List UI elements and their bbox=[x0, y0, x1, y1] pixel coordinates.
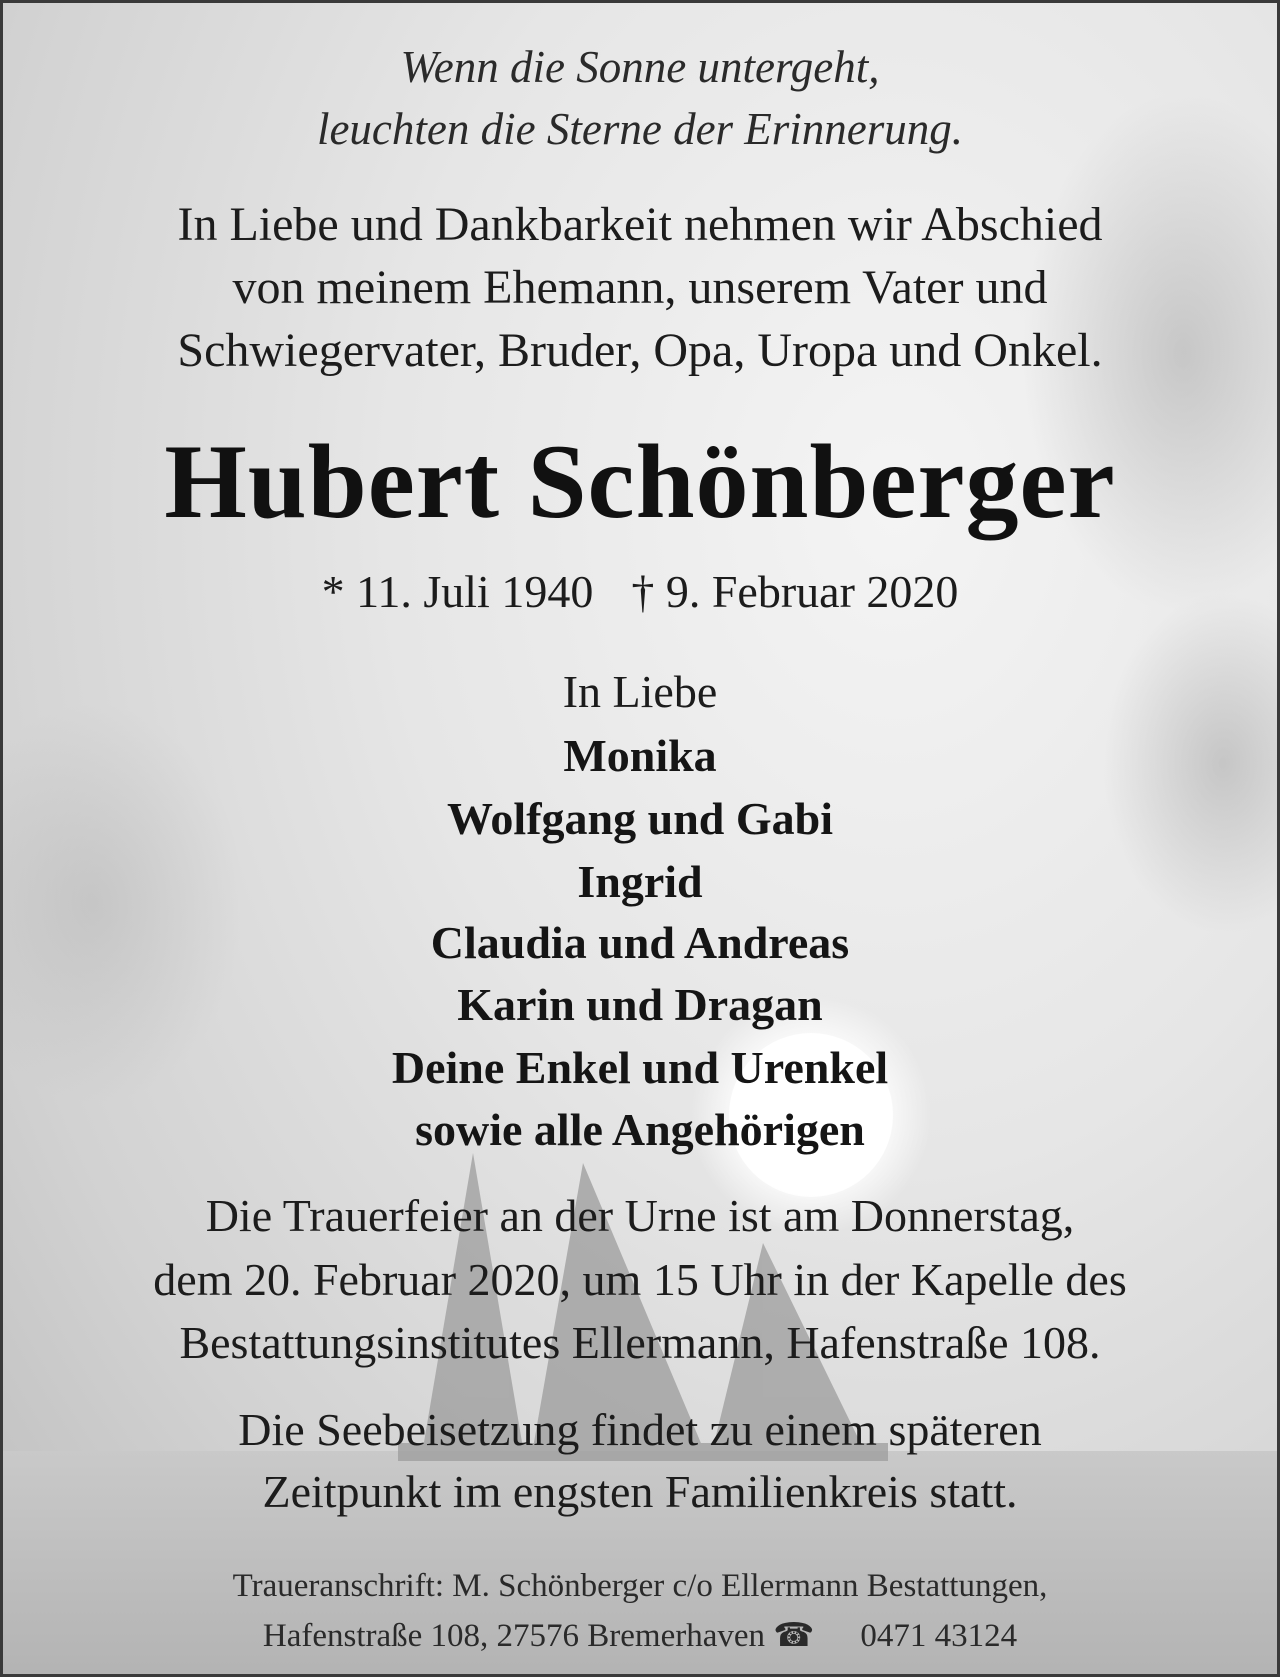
family-member: Deine Enkel und Urenkel bbox=[391, 1042, 889, 1093]
family-member: Karin und Dragan bbox=[457, 979, 823, 1030]
intro-line-2: von meinem Ehemann, unserem Vater und bbox=[232, 261, 1048, 314]
address-street-city: Hafenstraße 108, 27576 Bremerhaven bbox=[262, 1618, 766, 1654]
family-member: Claudia und Andreas bbox=[430, 917, 850, 968]
sea-burial-line-2: Zeitpunkt im engsten Familienkreis statt. bbox=[262, 1466, 1018, 1517]
intro-line-3: Schwiegervater, Bruder, Opa, Uropa und Onkel. bbox=[177, 324, 1103, 377]
family-member: Monika bbox=[563, 730, 717, 781]
motto-line-2: leuchten die Sterne der Erinnerung. bbox=[316, 104, 964, 154]
life-dates bbox=[3, 565, 1277, 618]
phone-number: 0471 43124 bbox=[860, 1618, 1018, 1654]
motto-line-1: Wenn die Sonne untergeht, bbox=[400, 42, 880, 92]
address-line-2 bbox=[3, 1615, 1277, 1655]
family-member: Ingrid bbox=[577, 856, 703, 907]
death-date: † 9. Februar 2020 bbox=[631, 566, 959, 617]
deceased-name: Hubert Schönberger bbox=[164, 423, 1116, 540]
family-member: Wolfgang und Gabi bbox=[446, 793, 834, 844]
intro-line-1: In Liebe und Dankbarkeit nehmen wir Abschied bbox=[177, 198, 1103, 251]
service-line-3: Bestattungsinstitutes Ellermann, Hafenstraße 108. bbox=[179, 1317, 1101, 1368]
in-love-heading: In Liebe bbox=[562, 666, 718, 717]
telephone-icon: ☎ bbox=[773, 1618, 815, 1654]
sea-burial-line-1: Die Seebeisetzung findet zu einem späteren bbox=[238, 1404, 1042, 1455]
service-line-1: Die Trauerfeier an der Urne ist am Donnerstag, bbox=[205, 1190, 1075, 1241]
service-line-2: dem 20. Februar 2020, um 15 Uhr in der Kapelle des bbox=[153, 1254, 1127, 1305]
family-member: sowie alle Angehörigen bbox=[415, 1104, 865, 1155]
birth-date: * 11. Juli 1940 bbox=[321, 566, 594, 617]
address-line-1: Traueranschrift: M. Schönberger c/o Ellermann Bestattungen, bbox=[232, 1568, 1048, 1604]
